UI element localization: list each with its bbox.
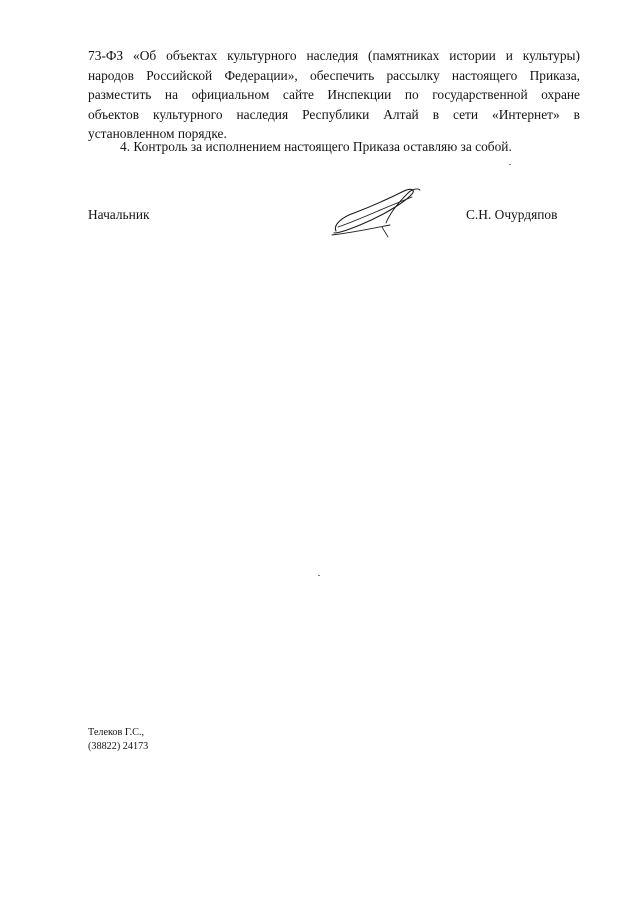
scan-speck	[509, 164, 511, 165]
paragraph-line: объектов культурного наследия Республики Алтай в сети «Интернет» в	[88, 106, 580, 122]
signatory-name: С.Н. Очурдяпов	[466, 207, 558, 222]
paragraph-line: 73-ФЗ «Об объектах культурного наследия (памятниках истории и культуры)	[88, 48, 580, 63]
paragraph-line: народов Российской Федерации», обеспечить рассылку настоящего Приказа,	[88, 67, 580, 83]
paragraph-item-4: 4. Контроль за исполнением настоящего Приказа оставляю за собой.	[120, 139, 512, 154]
scan-speck	[318, 575, 320, 576]
paragraph-line: установленном порядке.	[88, 126, 227, 142]
signatory-title: Начальник	[88, 207, 150, 222]
executor-name: Телеков Г.С.,	[88, 727, 145, 738]
paragraph-line: разместить на официальном сайте Инспекции по государственной охране	[88, 87, 580, 103]
paragraph-continuation	[88, 46, 580, 144]
handwritten-signature	[330, 187, 426, 239]
executor-phone: (38822) 24173	[88, 741, 149, 752]
